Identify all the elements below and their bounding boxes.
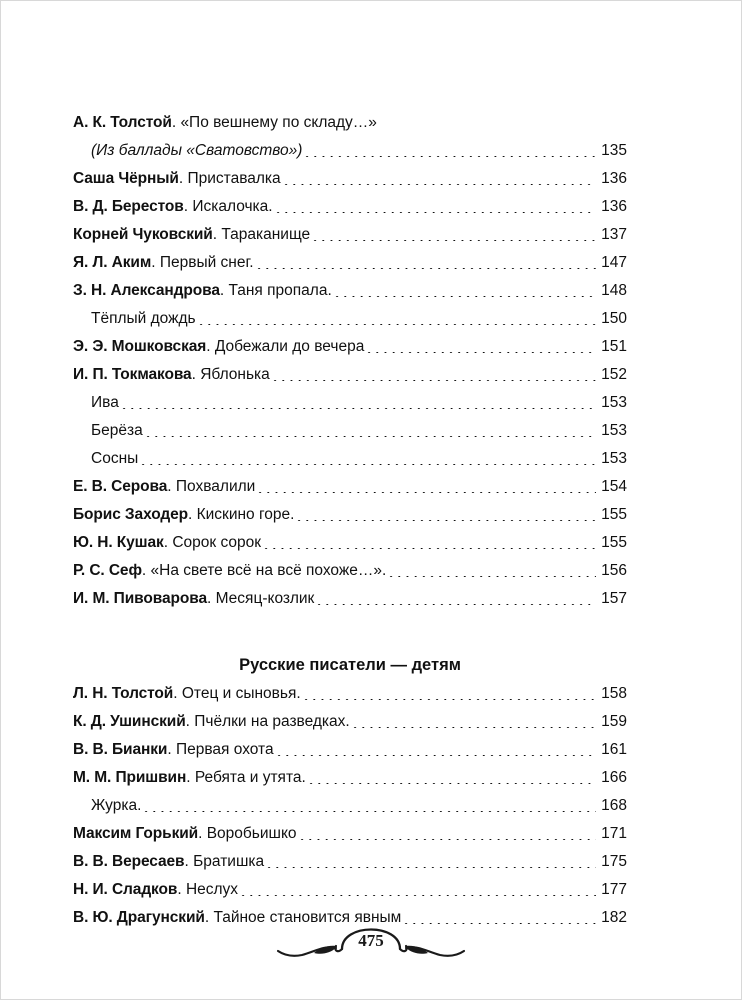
toc-entry-title: Воробьишко — [206, 825, 297, 842]
toc-entry-separator: . — [219, 282, 229, 299]
toc-entry[interactable] — [73, 853, 627, 881]
toc-entry[interactable] — [73, 366, 627, 394]
dot-leader — [256, 492, 596, 493]
toc-entry-author: Ю. Н. Кушак — [73, 534, 164, 551]
dot-leader — [315, 604, 596, 605]
toc-entry-title: Яблонька — [200, 366, 270, 383]
toc-entry-text — [73, 853, 264, 871]
toc-entry-author: М. М. Пришвин — [73, 769, 187, 786]
toc-entry-title: «На свете всё на всё похоже…». — [150, 562, 387, 579]
toc-entry-page-number: 166 — [601, 769, 627, 786]
dot-leader — [295, 520, 596, 521]
toc-entry-separator: . — [173, 685, 182, 702]
toc-entry[interactable] — [73, 562, 627, 590]
dot-leader — [144, 436, 596, 437]
dot-leader — [142, 811, 596, 812]
dot-leader — [298, 839, 596, 840]
toc-entry-page-number: 171 — [601, 825, 627, 842]
toc-entry-text — [73, 114, 377, 132]
toc-entry-title: Берёза — [91, 422, 143, 439]
toc-entry-separator: . — [186, 769, 195, 786]
toc-entry-text — [73, 825, 297, 843]
toc-entry-text — [73, 478, 255, 496]
toc-entry-separator: . — [167, 478, 176, 495]
dot-leader — [139, 464, 596, 465]
toc-entry[interactable] — [73, 741, 627, 769]
toc-entry-author: В. Д. Берестов — [73, 198, 184, 215]
toc-entry-title: Первая охота — [175, 741, 274, 758]
toc-entry-author: Е. В. Серова — [73, 478, 168, 495]
toc-entry[interactable] — [73, 114, 627, 142]
toc-entry-text — [73, 590, 314, 608]
toc-entry-page-number: 156 — [601, 562, 627, 579]
dot-leader — [365, 352, 596, 353]
toc-entry-page-number: 155 — [601, 506, 627, 523]
toc-entry-title: Искалочка. — [192, 198, 273, 215]
toc-entry-separator: . — [163, 534, 173, 551]
toc-entry-text — [73, 562, 386, 580]
toc-entry-list-top — [73, 114, 627, 618]
dot-leader — [239, 895, 596, 896]
toc-entry-text — [73, 198, 273, 216]
toc-entry-separator: . — [178, 170, 188, 187]
toc-entry[interactable] — [73, 282, 627, 310]
toc-entry-author: В. В. Бианки — [73, 741, 168, 758]
dot-leader — [302, 699, 596, 700]
toc-entry[interactable] — [73, 198, 627, 226]
toc-entry-text — [73, 366, 270, 384]
toc-entry-title: Таня пропала. — [228, 282, 332, 299]
toc-entry-title: Похвалили — [175, 478, 256, 495]
dot-leader — [197, 324, 596, 325]
toc-entry[interactable] — [73, 797, 627, 825]
toc-entry-title: Приставалка — [187, 170, 281, 187]
toc-entry-author: Я. Л. Аким — [73, 254, 152, 271]
toc-entry-title: Кискино горе. — [196, 506, 295, 523]
dot-leader — [120, 408, 596, 409]
toc-entry-page-number: 182 — [601, 909, 627, 926]
toc-entry-page-number: 153 — [601, 450, 627, 467]
toc-entry-text — [73, 881, 238, 899]
toc-entry[interactable] — [73, 310, 627, 338]
toc-entry-page-number: 155 — [601, 534, 627, 551]
toc-entry-text — [73, 685, 301, 703]
toc-entry-title: Первый снег. — [159, 254, 254, 271]
toc-entry-author: Р. С. Сеф — [73, 562, 142, 579]
section-heading: Русские писатели — детям — [239, 656, 461, 674]
toc-entry-text — [73, 282, 332, 300]
toc-entry-text — [73, 534, 261, 552]
toc-entry-separator: . — [206, 338, 215, 355]
toc-entry-text — [73, 170, 281, 188]
toc-entry-page-number: 161 — [601, 741, 627, 758]
toc-entry-title: (Из баллады «Сватовство») — [91, 142, 303, 159]
toc-entry-page-number: 136 — [601, 170, 627, 187]
toc-entry-text — [91, 394, 119, 412]
toc-entry-author: В. Ю. Драгунский — [73, 909, 205, 926]
toc-entry-text — [73, 769, 306, 787]
dot-leader — [255, 268, 596, 269]
dot-leader — [262, 548, 596, 549]
toc-entry-title: Журка. — [91, 797, 142, 814]
toc-entry-author: З. Н. Александрова — [73, 282, 220, 299]
toc-entry-text — [73, 338, 364, 356]
toc-entry[interactable] — [73, 685, 627, 713]
toc-entry-page-number: 154 — [601, 478, 627, 495]
toc-entry-page-number: 153 — [601, 422, 627, 439]
dot-leader — [282, 184, 596, 185]
toc-entry-text — [73, 226, 310, 244]
folio-number: 475 — [358, 931, 384, 950]
toc-entry-page-number: 151 — [601, 338, 627, 355]
toc-entry-author: К. Д. Ушинский — [73, 713, 186, 730]
folio-ornament-icon — [256, 905, 486, 961]
toc-entry-title: Ребята и утята. — [194, 769, 306, 786]
toc-entry-title: Месяц-козлик — [215, 590, 315, 607]
toc-entry-title: Тараканище — [221, 226, 311, 243]
toc-entry-title: Отец и сыновья. — [181, 685, 301, 702]
dot-leader — [275, 755, 596, 756]
toc-entry-text — [91, 142, 302, 160]
toc-entry-text — [73, 254, 254, 272]
toc-entry-author: И. П. Токмакова — [73, 366, 192, 383]
toc-entry-author: Л. Н. Толстой — [73, 685, 174, 702]
toc-entry[interactable] — [73, 170, 627, 198]
toc-entry-title: «По вешнему по складу…» — [180, 114, 377, 131]
toc-entry-author: Борис Заходер — [73, 506, 188, 523]
toc-entry-title: Тайное становится явным — [213, 909, 402, 926]
toc-entry-page-number: 175 — [601, 853, 627, 870]
toc-entry-text — [73, 506, 294, 524]
toc-entry-text — [91, 422, 143, 440]
dot-leader — [265, 867, 596, 868]
toc-entry-separator: . — [184, 853, 194, 870]
toc-entry-author: В. В. Вересаев — [73, 853, 185, 870]
toc-entry-author: А. К. Толстой — [73, 114, 172, 131]
table-of-contents — [73, 114, 627, 937]
toc-entry-text — [91, 450, 138, 468]
toc-entry[interactable] — [73, 226, 627, 254]
toc-entry[interactable] — [73, 338, 627, 366]
toc-entry-author: И. М. Пивоварова — [73, 590, 207, 607]
toc-entry-separator: . — [171, 114, 181, 131]
toc-entry-page-number: 152 — [601, 366, 627, 383]
toc-entry-title: Добежали до вечера — [214, 338, 365, 355]
toc-entry-author: Корней Чуковский — [73, 226, 213, 243]
toc-entry-page-number: 147 — [601, 254, 627, 271]
toc-entry-author: Саша Чёрный — [73, 170, 179, 187]
toc-entry-text — [73, 713, 350, 731]
toc-entry-list-section — [73, 685, 627, 937]
toc-entry[interactable] — [73, 534, 627, 562]
toc-entry[interactable] — [73, 142, 627, 170]
toc-entry-title: Ива — [91, 394, 119, 411]
toc-entry-separator: . — [206, 590, 216, 607]
toc-entry-page-number: 153 — [601, 394, 627, 411]
toc-entry-page-number: 148 — [601, 282, 627, 299]
toc-entry[interactable] — [73, 506, 627, 534]
toc-entry-title: Сорок сорок — [172, 534, 262, 551]
dot-leader — [307, 783, 596, 784]
toc-entry[interactable] — [73, 590, 627, 618]
toc-entry[interactable] — [73, 825, 627, 853]
toc-entry[interactable] — [73, 478, 627, 506]
dot-leader — [387, 576, 596, 577]
toc-entry-page-number: 135 — [601, 142, 627, 159]
toc-entry-separator: . — [204, 909, 214, 926]
toc-entry-separator: . — [151, 254, 160, 271]
toc-entry-title: Пчёлки на разведках. — [194, 713, 350, 730]
toc-entry[interactable] — [73, 422, 627, 450]
toc-entry-separator: . — [185, 713, 195, 730]
dot-leader — [351, 727, 596, 728]
toc-entry[interactable] — [73, 254, 627, 282]
toc-entry-page-number: 177 — [601, 881, 627, 898]
toc-entry-title: Тёплый дождь — [91, 310, 196, 327]
toc-entry-page-number: 168 — [601, 797, 627, 814]
toc-entry-separator: . — [188, 506, 197, 523]
toc-entry[interactable] — [73, 450, 627, 478]
toc-entry-author: Н. И. Сладков — [73, 881, 178, 898]
toc-entry-author: Максим Горький — [73, 825, 199, 842]
dot-leader — [311, 240, 596, 241]
toc-entry-text — [91, 797, 141, 815]
toc-entry-separator: . — [212, 226, 222, 243]
toc-entry-page-number: 136 — [601, 198, 627, 215]
dot-leader — [333, 296, 596, 297]
toc-entry[interactable] — [73, 713, 627, 741]
toc-entry-title: Сосны — [91, 450, 139, 467]
dot-leader — [271, 380, 596, 381]
toc-entry-separator: . — [141, 562, 151, 579]
toc-entry-separator: . — [177, 881, 186, 898]
toc-entry[interactable] — [73, 394, 627, 422]
toc-entry-text — [73, 741, 274, 759]
toc-entry-separator: . — [191, 366, 201, 383]
toc-entry-text — [91, 310, 196, 328]
toc-entry-page-number: 137 — [601, 226, 627, 243]
toc-entry-page-number: 159 — [601, 713, 627, 730]
toc-entry-separator: . — [183, 198, 193, 215]
toc-entry-page-number: 157 — [601, 590, 627, 607]
toc-entry-separator: . — [198, 825, 207, 842]
toc-entry-page-number: 158 — [601, 685, 627, 702]
page-footer — [1, 905, 741, 961]
dot-leader — [303, 156, 596, 157]
toc-entry-separator: . — [167, 741, 176, 758]
toc-entry-title: Неслух — [185, 881, 239, 898]
toc-entry-title: Братишка — [193, 853, 265, 870]
toc-entry-page-number: 150 — [601, 310, 627, 327]
toc-entry-author: Э. Э. Мошковская — [73, 338, 207, 355]
toc-entry[interactable] — [73, 769, 627, 797]
dot-leader — [274, 212, 596, 213]
